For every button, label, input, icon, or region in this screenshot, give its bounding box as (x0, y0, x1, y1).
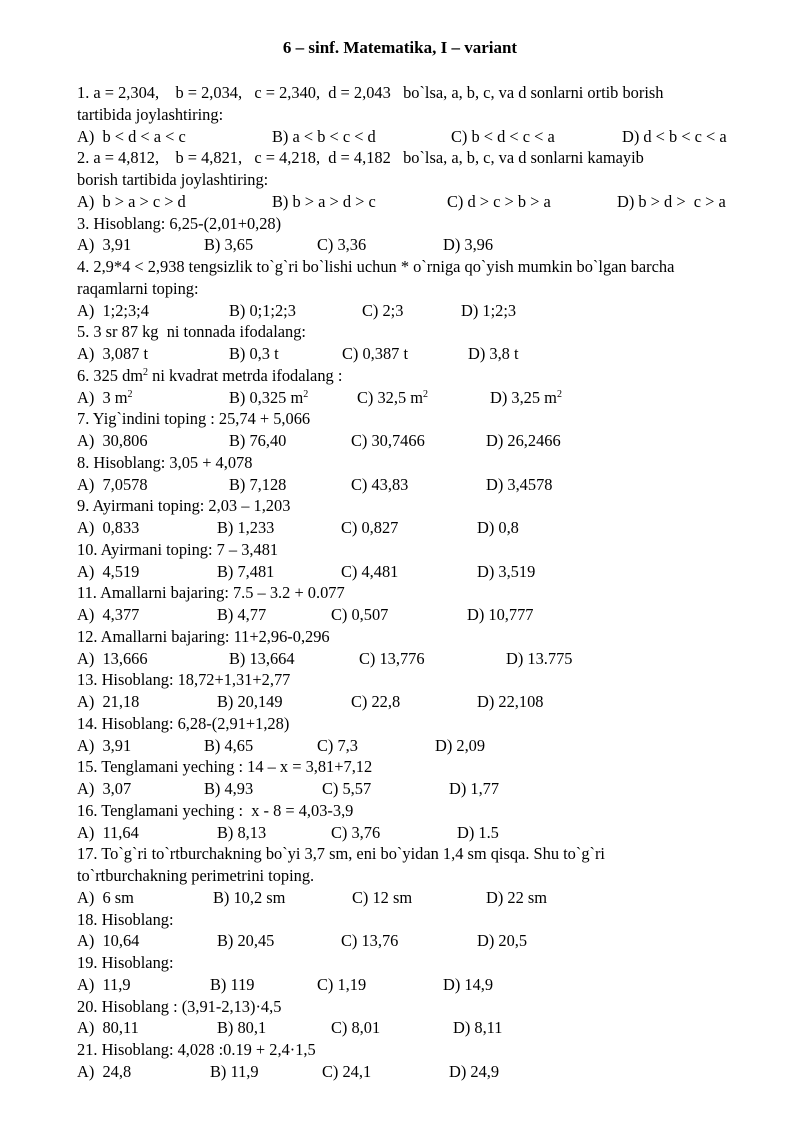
question-item (77, 147, 767, 212)
answer-option-a: A) 11,9 (77, 974, 131, 994)
answer-option-a: A) 10,64 (77, 931, 140, 951)
question-item (77, 952, 767, 996)
question-text: 6. 325 $dm^2$ ni kvadrat metrda ifodalang : (77, 365, 343, 385)
answer-option-c: C) 3,76 (331, 822, 381, 842)
answer-option-d: D) 3,519 (477, 561, 536, 581)
answer-option-c: C) 12 sm (352, 887, 413, 907)
answer-option-c: C) 0,387 t (342, 344, 409, 363)
answer-option-d: D) 1.5 (457, 822, 499, 842)
question-text: 17. To`g`ri to`rtburchakning bo`yi 3,7 sm, eni bo`yidan 1,4 sm qisqa. Shu to`g`ri (77, 844, 605, 864)
question-text: 5. 3 sr 87 kg ni tonnada ifodalang: (77, 322, 306, 342)
question-item (77, 256, 767, 321)
answer-options (77, 691, 767, 713)
answer-option-d: D) 1;2;3 (461, 300, 517, 320)
question-text: raqamlarni toping: (77, 278, 199, 298)
answer-option-b: B) 20,149 (217, 692, 283, 711)
question-item (77, 756, 767, 800)
question-item (77, 495, 767, 539)
answer-option-a: A) 3 $m^2$ (77, 387, 133, 407)
answer-option-b: B) 4,93 (204, 779, 254, 798)
answer-option-d: D) 1,77 (449, 779, 500, 798)
answer-options (77, 887, 767, 909)
question-item (77, 626, 767, 670)
question-item (77, 408, 767, 452)
answer-option-d: D) b > d > c > a (617, 191, 726, 211)
answer-options (77, 234, 767, 256)
question-item (77, 800, 767, 844)
answer-option-d: D) 8,11 (453, 1018, 503, 1038)
answer-option-d: D) 14,9 (443, 974, 494, 994)
answer-options (77, 343, 767, 365)
question-text: 20. Hisoblang : (3,91-2,13)·4,5 (77, 996, 282, 1016)
answer-option-b: B) 3,65 (204, 235, 254, 255)
answer-option-d: D) 3,4578 (486, 474, 553, 494)
answer-option-a: A) 3,087 t (77, 344, 149, 363)
question-item (77, 321, 767, 365)
answer-option-b: B) 1,233 (217, 518, 275, 537)
answer-option-a: A) 3,91 (77, 735, 132, 755)
answer-option-b: B) 7,128 (229, 474, 287, 494)
answer-option-b: B) 8,13 (217, 822, 267, 842)
question-text: borish tartibida joylashtiring: (77, 170, 269, 189)
answer-options (77, 474, 767, 496)
answer-option-a: A) 11,64 (77, 822, 139, 842)
answer-option-a: A) b < d < a < c (77, 126, 186, 146)
answer-option-c: C) 0,827 (341, 518, 399, 537)
answer-options (77, 1061, 767, 1083)
answer-option-b: B) 20,45 (217, 931, 275, 951)
answer-option-b: B) 4,65 (204, 735, 254, 755)
answer-option-b: B) 11,9 (210, 1061, 259, 1081)
answer-option-a: A) 30,806 (77, 431, 148, 450)
answer-option-d: D) 22,108 (477, 692, 544, 711)
answer-options (77, 778, 767, 800)
answer-option-b: B) b > a > d > c (272, 191, 376, 211)
answer-options (77, 648, 767, 670)
answer-option-c: C) 22,8 (351, 692, 401, 711)
answer-option-a: A) 4,377 (77, 605, 140, 624)
answer-option-c: C) 24,1 (322, 1061, 372, 1081)
answer-option-c: C) 13,776 (359, 648, 425, 668)
answer-option-c: C) d > c > b > a (447, 191, 551, 211)
answer-options (77, 735, 767, 757)
question-text: 13. Hisoblang: 18,72+1,31+2,77 (77, 670, 291, 690)
answer-option-d: D) 2,09 (435, 735, 486, 755)
answer-option-c: C) 0,507 (331, 605, 389, 624)
question-text: to`rtburchakning perimetrini toping. (77, 866, 315, 885)
answer-options (77, 930, 767, 952)
answer-options (77, 126, 767, 148)
answer-option-c: C) 4,481 (341, 561, 399, 581)
question-text: 11. Amallarni bajaring: 7.5 – 3.2 + 0.077 (77, 583, 345, 603)
question-text: 7. Yig`indini toping : 25,74 + 5,066 (77, 409, 311, 429)
answer-option-a: A) 80,11 (77, 1018, 139, 1038)
answer-option-a: A) 3,91 (77, 235, 132, 255)
answer-option-d: D) d < b < c < a (622, 126, 727, 146)
answer-option-d: D) 0,8 (477, 518, 519, 537)
question-text: 18. Hisoblang: (77, 909, 174, 929)
question-text: 21. Hisoblang: 4,028 :0.19 + 2,4·1,5 (77, 1040, 316, 1059)
question-item (77, 909, 767, 953)
answer-option-b: B) a < b < c < d (272, 126, 376, 146)
question-text: 16. Tenglamani yeching : x - 8 = 4,03-3,9 (77, 800, 354, 820)
answer-option-a: A) 7,0578 (77, 474, 148, 494)
answer-options (77, 1017, 767, 1039)
answer-option-d: D) 24,9 (449, 1061, 500, 1081)
page-title: 6 – sinf. Matematika, I – variant (282, 38, 518, 57)
question-text: 10. Ayirmani toping: 7 – 3,481 (77, 539, 279, 559)
answer-option-b: B) 0;1;2;3 (229, 300, 296, 320)
answer-option-d: D) 20,5 (477, 931, 528, 951)
question-item (77, 539, 767, 583)
answer-options (77, 604, 767, 626)
answer-option-b: B) 0,3 t (229, 344, 279, 363)
answer-option-a: A) b > a > c > d (77, 191, 186, 211)
question-item (77, 82, 767, 147)
question-list (77, 82, 767, 1083)
question-text: 14. Hisoblang: 6,28-(2,91+1,28) (77, 713, 290, 733)
answer-options (77, 387, 767, 409)
answer-options (77, 191, 767, 213)
answer-option-c: C) 30,7466 (351, 431, 425, 450)
question-item (77, 365, 767, 409)
answer-option-b: B) 4,77 (217, 605, 267, 624)
question-text: 15. Tenglamani yeching : 14 – x = 3,81+7,12 (77, 757, 373, 777)
answer-option-d: D) 26,2466 (486, 431, 561, 450)
answer-option-d: D) 3,8 t (468, 344, 519, 363)
answer-options (77, 430, 767, 452)
answer-options (77, 974, 767, 996)
question-item (77, 452, 767, 496)
question-text: 2. a = 4,812, b = 4,821, c = 4,218, d = 4,182 bo`lsa, a, b, c, va d sonlarni kamayib (77, 148, 644, 168)
question-item (77, 996, 767, 1040)
answer-option-b: B) 76,40 (229, 431, 287, 450)
question-item (77, 213, 767, 257)
question-item (77, 1039, 767, 1083)
question-text: 4. 2,9*4 < 2,938 tengsizlik to`g`ri bo`lishi uchun * o`rniga qo`yish mumkin bo`lgan barcha (77, 257, 675, 276)
answer-option-c: C) 13,76 (341, 931, 399, 951)
answer-option-a: A) 1;2;3;4 (77, 300, 149, 320)
answer-option-c: C) 7,3 (317, 735, 358, 755)
answer-option-d: D) 10,777 (467, 605, 534, 624)
answer-option-c: C) 5,57 (322, 779, 372, 798)
question-text: 19. Hisoblang: (77, 953, 174, 972)
answer-options (77, 517, 767, 539)
answer-option-c: C) 43,83 (351, 474, 409, 494)
question-text: 12. Amallarni bajaring: 11+2,96-0,296 (77, 626, 330, 646)
answer-options (77, 561, 767, 583)
answer-option-b: B) 7,481 (217, 561, 275, 581)
question-text: 8. Hisoblang: 3,05 + 4,078 (77, 452, 253, 472)
answer-option-c: C) 1,19 (317, 974, 367, 994)
answer-option-b: B) 119 (210, 974, 255, 994)
question-item (77, 669, 767, 713)
question-text: 9. Ayirmani toping: 2,03 – 1,203 (77, 496, 291, 516)
answer-option-a: A) 24,8 (77, 1061, 132, 1081)
answer-option-a: A) 6 sm (77, 887, 134, 907)
answer-options (77, 822, 767, 844)
answer-option-b: B) 0,325 $m^2$ (229, 387, 309, 407)
answer-option-b: B) 80,1 (217, 1018, 267, 1038)
answer-option-a: A) 21,18 (77, 692, 140, 711)
question-text: tartibida joylashtiring: (77, 104, 224, 124)
answer-option-d: D) 22 sm (486, 887, 548, 907)
answer-option-c: C) 2;3 (362, 300, 404, 320)
answer-option-c: C) 32,5 $m^2$ (357, 387, 429, 407)
question-text: 3. Hisoblang: 6,25-(2,01+0,28) (77, 213, 282, 233)
question-item (77, 582, 767, 626)
question-text: 1. a = 2,304, b = 2,034, c = 2,340, d = 2,043 bo`lsa, a, b, c, va d sonlarni ortib borish (77, 83, 664, 102)
answer-option-d: D) 3,25 $m^2$ (490, 387, 562, 407)
question-item (77, 713, 767, 757)
answer-option-a: A) 4,519 (77, 561, 140, 581)
answer-option-d: D) 3,96 (443, 235, 494, 255)
answer-option-c: C) 8,01 (331, 1018, 381, 1038)
answer-option-a: A) 0,833 (77, 518, 140, 537)
answer-option-a: A) 13,666 (77, 648, 148, 668)
answer-option-b: B) 13,664 (229, 648, 295, 668)
question-item (77, 843, 767, 908)
answer-option-c: C) b < d < c < a (451, 126, 555, 146)
answer-options (77, 300, 767, 322)
answer-option-a: A) 3,07 (77, 779, 132, 798)
answer-option-c: C) 3,36 (317, 235, 367, 255)
answer-option-d: D) 13.775 (506, 648, 573, 668)
answer-option-b: B) 10,2 sm (213, 887, 286, 907)
